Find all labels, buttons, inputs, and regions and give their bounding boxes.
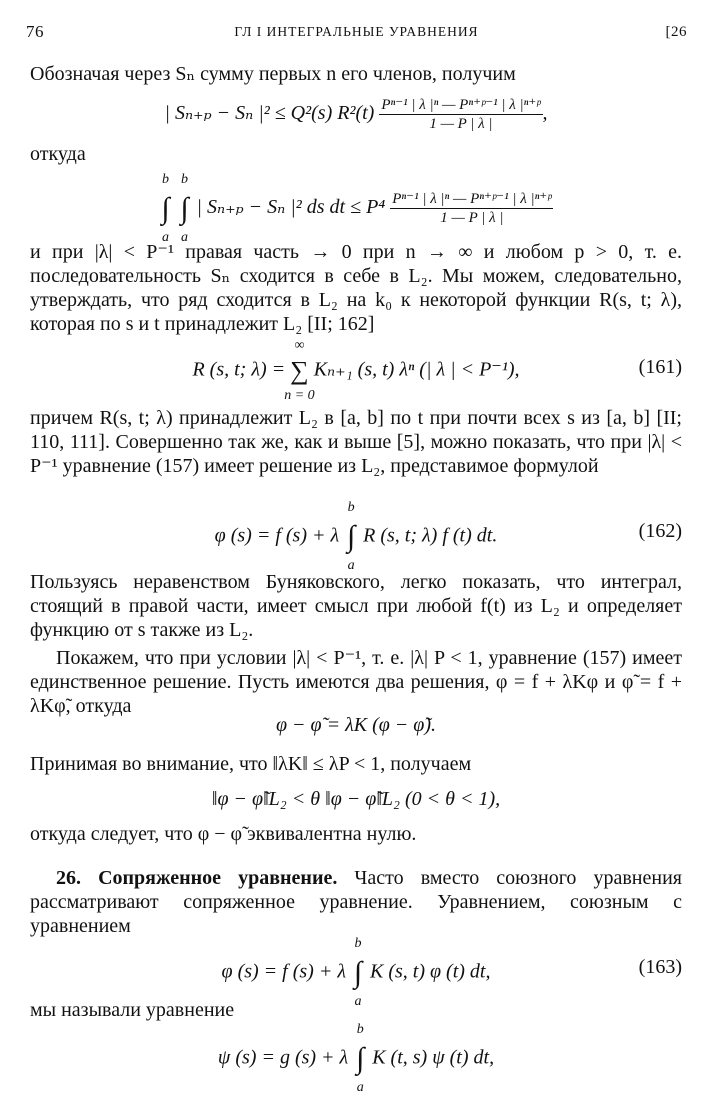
- paragraph-9-text: Часто вместо союзного уравнения рассматривают сопряженное уравнение. Уравнением, союзным с уравнением: [30, 867, 682, 937]
- eq2-numerator: Pⁿ⁻¹ | λ |ⁿ — Pⁿ⁺ᵖ⁻¹ | λ |ⁿ⁺ᵖ: [392, 191, 552, 207]
- eq1-denominator: 1 — P | λ |: [429, 116, 493, 132]
- eq6-text: ‖φ − φ̃‖L₂ < θ ‖φ − φ̃‖L₂ (0 < θ < 1),: [211, 788, 501, 810]
- page-number: 76: [26, 22, 44, 41]
- paragraph-2: откуда: [30, 143, 86, 165]
- paragraph-10: мы называли уравнение: [30, 999, 235, 1021]
- paragraph-7: Принимая во внимание, что ‖λK‖ ≤ λP < 1, получаем: [30, 753, 472, 775]
- eq5-text: φ − φ̃ = λK (φ − φ̃).: [275, 714, 437, 736]
- eq8-left: ψ (s) = g (s) + λ: [217, 1046, 349, 1069]
- section-heading: 26. Сопряженное уравнение.: [56, 867, 338, 889]
- paragraph-9: [30, 866, 682, 938]
- eq8-right: K (t, s) ψ (t) dt,: [372, 1046, 495, 1069]
- equation-2: [30, 171, 682, 245]
- eq163-right: K (s, t) φ (t) dt,: [369, 960, 491, 983]
- eq162-right: R (s, t; λ) f (t) dt.: [363, 524, 498, 547]
- paragraph-1: Обозначая через Sₙ сумму первых n его членов, получим: [30, 63, 516, 85]
- summation-sign: ∞ ∑ n = 0: [284, 338, 315, 403]
- paragraph-6: Покажем, что при условии |λ| < P⁻¹, т. е. |λ| P < 1, уравнение (157) имеет единственное решение. Пусть имеются два решения, φ = f + λKφ и φ̃ = f + λKφ̃, откуда: [30, 647, 682, 717]
- eq161-label: (161): [638, 356, 682, 378]
- eq163-left: φ (s) = f (s) + λ: [221, 960, 346, 983]
- integral-sign-inner: b ∫ a: [180, 171, 189, 245]
- paragraph-3: и при |λ| < P⁻¹ правая часть → 0 при n → ∞ и любом p > 0, т. е. последовательность Sₙ сходится в себе в L₂. Мы можем, следовательно, утверждать, что ряд сходится в L₂ на k₀ к некоторой функции R(s, t; λ), которая по s и t принадлежит L₂ [II; 162]: [30, 241, 682, 335]
- equation-adjoint: [30, 1022, 682, 1095]
- eq161-right: Kₙ₊₁ (s, t) λⁿ (| λ | < P⁻¹),: [313, 358, 520, 381]
- running-header: [26, 22, 687, 44]
- paragraph-8: откуда следует, что φ − φ̃ эквивалентна нулю.: [30, 823, 417, 845]
- eq1-left: | Sₙ₊ₚ − Sₙ |² ≤ Q²(s) R²(t): [164, 102, 375, 125]
- equation-162: [30, 500, 682, 573]
- integral-sign: b ∫ a: [347, 500, 356, 573]
- eq2-fraction: [390, 190, 553, 227]
- equation-161: [30, 338, 682, 403]
- equation-norm: [30, 786, 682, 816]
- eq1-tail: ,: [542, 102, 548, 125]
- section-ref: [26: [665, 24, 687, 40]
- eq1-fraction: [379, 96, 542, 133]
- eq2-denominator: 1 — P | λ |: [440, 210, 504, 226]
- integral-sign: b ∫ a: [353, 936, 363, 1009]
- integral-sign-outer: b ∫ a: [161, 171, 170, 245]
- paragraph-5: Пользуясь неравенством Буняковского, легко показать, что интеграл, стоящий в правой части, имеет смысл при любой f(t) из L₂ и определяет функцию от s также из L₂.: [30, 571, 682, 641]
- eq1-numerator: Pⁿ⁻¹ | λ |ⁿ — Pⁿ⁺ᵖ⁻¹ | λ |ⁿ⁺ᵖ: [381, 97, 541, 113]
- paragraph-4: причем R(s, t; λ) принадлежит L₂ в [a, b] по t при почти всех s из [a, b] [II; 110, 111]. Совершенно так же, как и выше [5], можно показать, что при |λ| < P⁻¹ уравнение (157) имеет решение из L₂, представимое формулой: [30, 407, 682, 477]
- eq161-left: R (s, t; λ) =: [192, 358, 286, 381]
- equation-1: [30, 90, 682, 130]
- running-title: ГЛ I ИНТЕГРАЛЬНЫЕ УРАВНЕНИЯ: [234, 24, 479, 39]
- eq2-left: | Sₙ₊ₚ − Sₙ |² ds dt ≤ P⁴: [196, 196, 386, 219]
- eq162-label: (162): [638, 520, 682, 542]
- eq162-left: φ (s) = f (s) + λ: [214, 524, 340, 547]
- integral-sign: b ∫ a: [356, 1022, 365, 1095]
- eq163-label: (163): [638, 956, 682, 978]
- equation-difference: [30, 712, 682, 742]
- equation-163: [30, 936, 682, 1009]
